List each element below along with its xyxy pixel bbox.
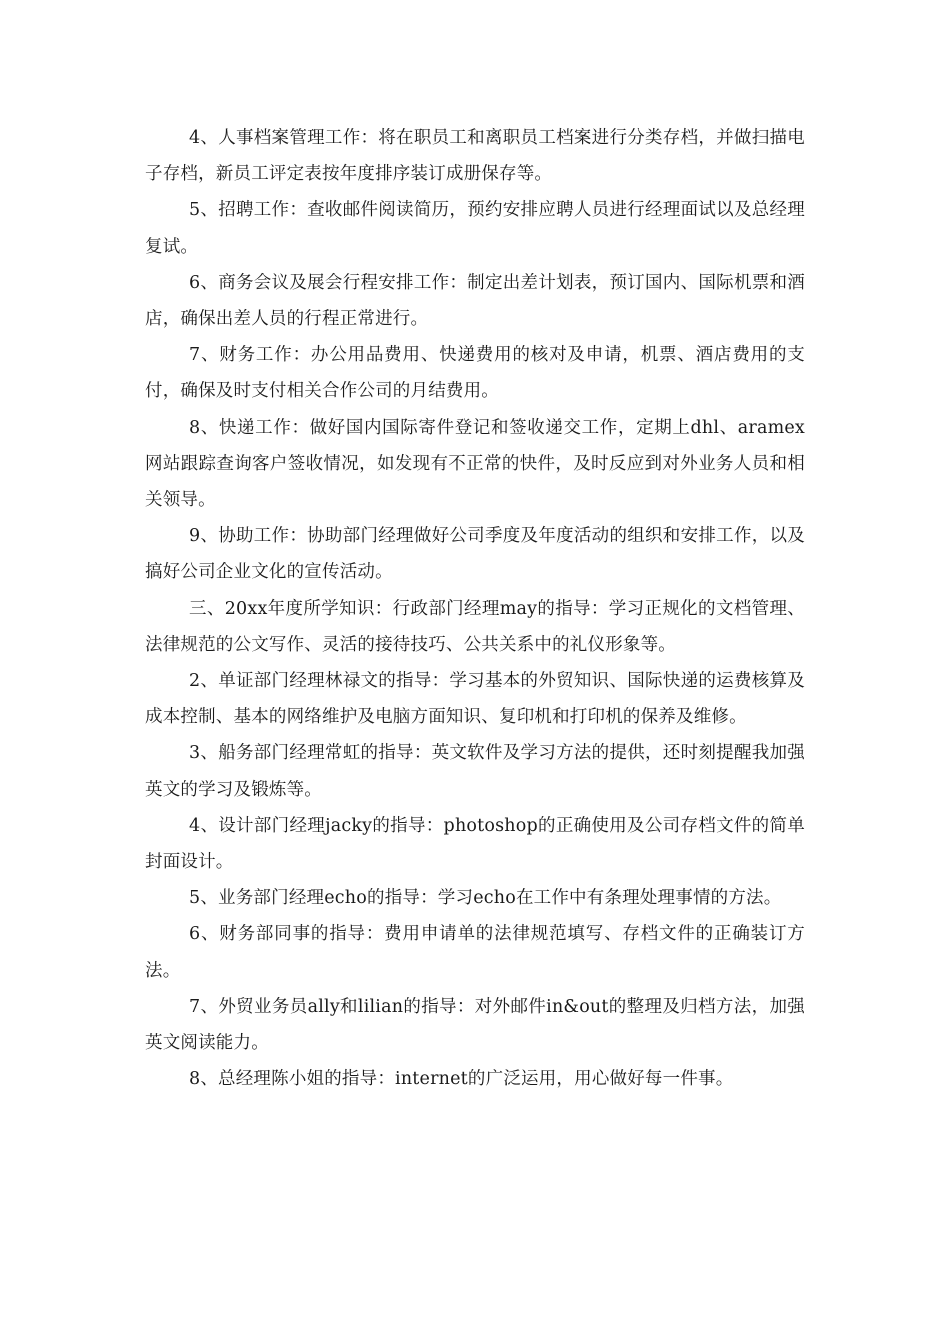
paragraph-finance: 7、财务工作：办公用品费用、快递费用的核对及申请，机票、酒店费用的支付，确保及时支付相关合作公司的月结费用。 — [145, 345, 805, 402]
paragraph-general-manager: 8、总经理陈小姐的指导：internet的广泛运用，用心做好每一件事。 — [189, 1069, 734, 1090]
paragraph-assist: 9、协助工作：协助部门经理做好公司季度及年度活动的组织和安排工作，以及搞好公司企业文化的宣传活动。 — [145, 526, 805, 583]
paragraph-documents-manager: 2、单证部门经理林禄文的指导：学习基本的外贸知识、国际快递的运费核算及成本控制、基本的网络维护及电脑方面知识、复印机和打印机的保养及维修。 — [145, 671, 805, 728]
paragraph-recruitment: 5、招聘工作：查收邮件阅读简历，预约安排应聘人员进行经理面试以及总经理复试。 — [145, 200, 805, 257]
paragraph-hr-archives: 4、人事档案管理工作：将在职员工和离职员工档案进行分类存档，并做扫描电子存档，新员工评定表按年度排序装订成册保存等。 — [145, 128, 805, 185]
paragraph-sales-manager: 5、业务部门经理echo的指导：学习echo在工作中有条理处理事情的方法。 — [189, 888, 782, 909]
paragraph-shipping-manager: 3、船务部门经理常虹的指导：英文软件及学习方法的提供，还时刻提醒我加强英文的学习及锻炼等。 — [145, 743, 805, 800]
document-body — [145, 120, 805, 1097]
paragraph-business-travel: 6、商务会议及展会行程安排工作：制定出差计划表，预订国内、国际机票和酒店，确保出差人员的行程正常进行。 — [145, 272, 805, 330]
paragraph-design-manager: 4、设计部门经理jacky的指导：photoshop的正确使用及公司存档文件的简单封面设计。 — [145, 815, 805, 873]
paragraph-express: 8、快递工作：做好国内国际寄件登记和签收递交工作，定期上dhl、aramex网站跟踪查询客户签收情况，如发现有不正常的快件，及时反应到对外业务人员和相关领导。 — [145, 417, 805, 511]
paragraph-finance-colleague: 6、财务部同事的指导：费用申请单的法律规范填写、存档文件的正确装订方法。 — [145, 924, 805, 981]
paragraph-knowledge-section: 三、20xx年度所学知识：行政部门经理may的指导：学习正规化的文档管理、法律规范的公文写作、灵活的接待技巧、公共关系中的礼仪形象等。 — [145, 598, 805, 655]
paragraph-trade-staff: 7、外贸业务员ally和lilian的指导：对外邮件in&out的整理及归档方法，加强英文阅读能力。 — [145, 996, 805, 1054]
